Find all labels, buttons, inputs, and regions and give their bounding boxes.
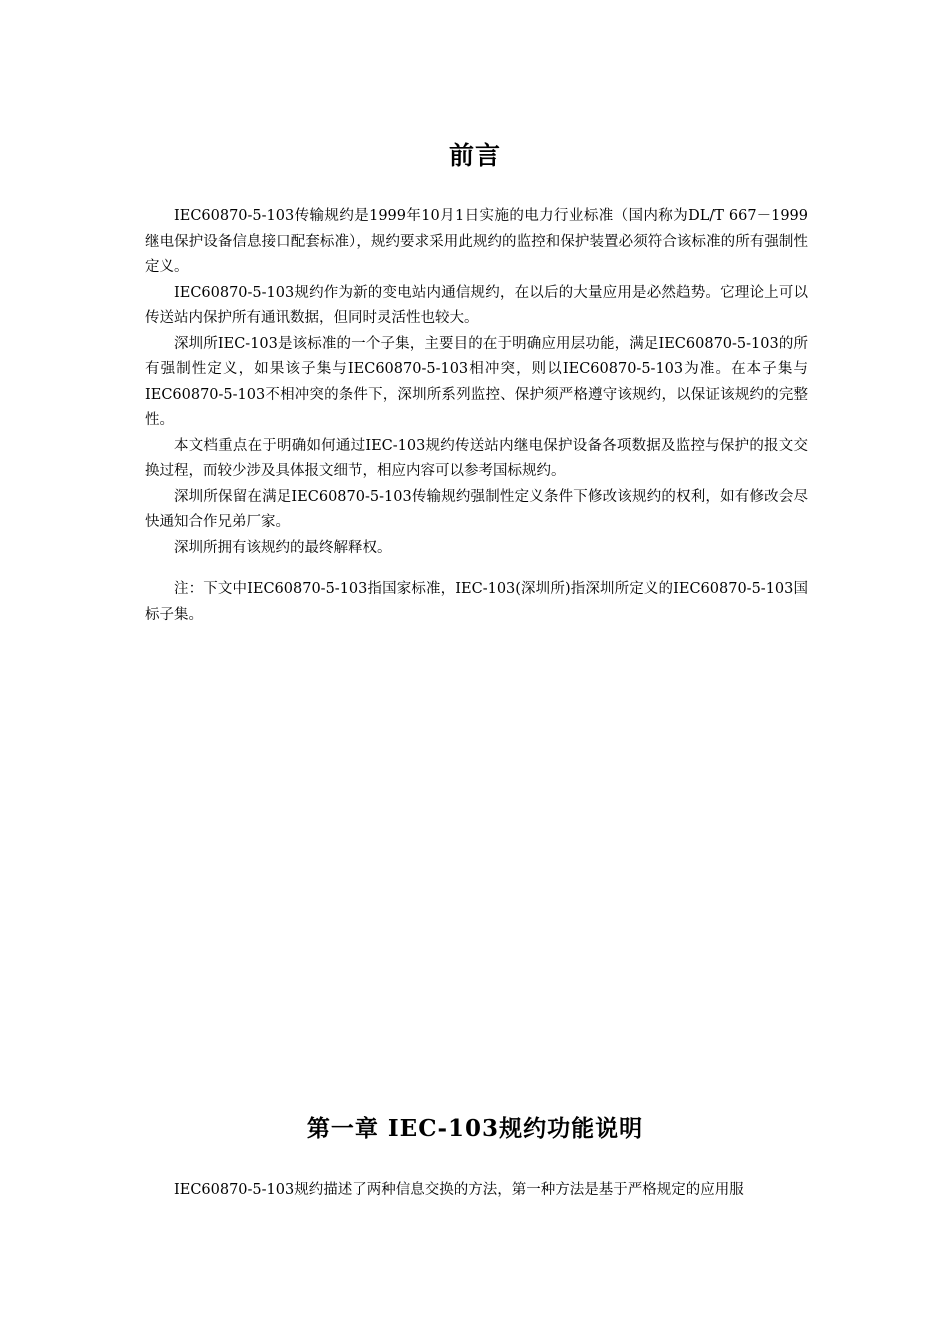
preface-paragraph-6: 深圳所拥有该规约的最终解释权。	[174, 539, 392, 556]
preface-paragraph-5: 深圳所保留在满足IEC60870-5-103传输规约强制性定义条件下修改该规约的权利，如有修改会尽快通知合作兄弟厂家。	[145, 488, 808, 530]
preface-note: 注：下文中IEC60870-5-103指国家标准，IEC-103(深圳所)指深圳所定义的IEC60870-5-103国标子集。	[145, 581, 808, 623]
preface-title: 前言	[448, 141, 501, 170]
preface-body	[145, 204, 808, 561]
chapter-title: 第一章 IEC-103规约功能说明	[306, 1115, 644, 1142]
preface-paragraph-4: 本文档重点在于明确如何通过IEC-103规约传送站内继电保护设备各项数据及监控与保护的报文交换过程，而较少涉及具体报文细节，相应内容可以参考国标规约。	[145, 437, 808, 479]
preface-paragraph-1: IEC60870-5-103传输规约是1999年10月1日实施的电力行业标准（国内称为DL/T 667－1999继电保护设备信息接口配套标准），规约要求采用此规约的监控和保护装置必须符合该标准的所有强制性定义。	[145, 208, 808, 275]
preface-paragraph-3: 深圳所IEC-103是该标准的一个子集，主要目的在于明确应用层功能，满足IEC60870-5-103的所有强制性定义，如果该子集与IEC60870-5-103相冲突，则以IEC60870-5-103为准。在本子集与IEC60870-5-103不相冲突的条件下，深圳所系列监控、保护须严格遵守该规约，以保证该规约的完整性。	[145, 335, 808, 428]
preface-paragraph-2: IEC60870-5-103规约作为新的变电站内通信规约，在以后的大量应用是必然趋势。它理论上可以传送站内保护所有通讯数据，但同时灵活性也较大。	[145, 284, 808, 326]
chapter-first-line: IEC60870-5-103规约描述了两种信息交换的方法，第一种方法是基于严格规定的应用服	[174, 1182, 744, 1198]
